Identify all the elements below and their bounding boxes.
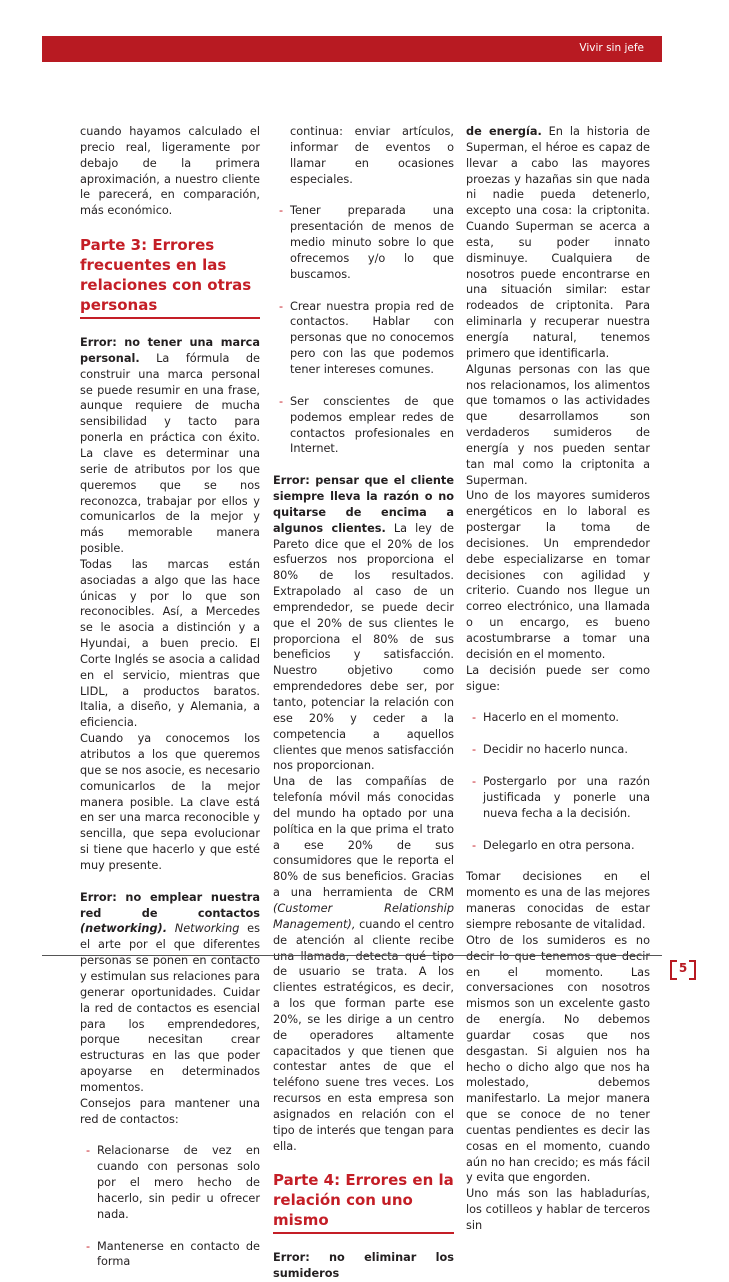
list-item: - Hacerlo en el momento. bbox=[472, 711, 620, 725]
header-bar bbox=[42, 36, 662, 62]
paragraph: Error: pensar que el cliente siempre lleva la razón o no quitarse de encima a algunos clientes. La ley de Pareto dice que el 20% de los esfuerzos nos proporciona el 80% de los resultados. Extrapolado al caso de un emprendedor, se puede decir que el 20% de sus clientes le proporciona el 80% de sus beneficios y satisfacción. Nuestro objetivo como emprendedores debe ser, por tanto, potenciar la relación con ese 20% y ceder a la competencia a aquellos clientes que menos satisfacción nos proporcionan. bbox=[273, 474, 455, 773]
paragraph: La decisión puede ser como sigue: bbox=[466, 663, 650, 693]
column-2 bbox=[273, 124, 454, 1282]
paragraph: de energía. En la historia de Superman, el héroe es capaz de llevar a cabo las mayores proezas y hazañas sin que nada ni nadie pueda detenerlo, excepto una cosa: la criptonita. Cuando Superman se acerca a esta, su poder innato disminuye. Cualquiera de nosotros puede encontrarse en una situación similar: estar rodeados de criptonita. Para eliminarla y recuperar nuestra energía natural, tenemos primero que identificarla. bbox=[466, 125, 651, 360]
paragraph bbox=[273, 1250, 454, 1282]
paragraph: Tomar decisiones en el momento es una de las mejores maneras conocidas de estar siempre rebosante de vitalidad. bbox=[466, 870, 650, 931]
footer-rule bbox=[42, 955, 662, 956]
list-item: - Tener preparada una presentación de menos de medio minuto sobre lo que ofrecemos y/o lo que buscamos. bbox=[279, 204, 454, 281]
list-item: continua: enviar artículos, informar de eventos o llamar en ocasiones especiales. bbox=[290, 125, 454, 186]
list-item: - Ser conscientes de que podemos emplear redes de contactos profesionales en Internet. bbox=[279, 394, 454, 456]
paragraph: Uno de los mayores sumideros energéticos en lo laboral es postergar la toma de decisiones. Un emprendedor debe especializarse en tomar decisiones con agilidad y criterio. Cuando nos llegue un correo electrónico, una llamada o un encargo, es bueno acostumbrarse a tomar una decisión en el momento. bbox=[466, 489, 650, 661]
paragraph: Otro de los sumideros es no decir lo que tenemos que decir en el momento. Las conversaciones con nosotros mismos son un excelente gasto de energía. No debemos guardar cosas que nos desgastan. Si alguien nos ha hecho o dicho algo que nos ha molestado, debemos manifestarlo. La mejor manera que se conoce de no tener cuentas pendientes es decir las cosas en el momento, cuando aún no han crecido; es más fácil y evita que engorden. bbox=[466, 933, 650, 1185]
section-title: Vivir sin jefe bbox=[579, 42, 644, 54]
paragraph: Cuando ya conocemos los atributos a los que queremos que se nos asocie, es necesario comunicarlos de la mejor manera posible. La clave está en ser una marca reconocible y sencilla, que sepa evolucionar si tiene que hacerlo y que esté muy presente. bbox=[80, 732, 260, 872]
section-heading-parte-3: Parte 3: Errores frecuentes en las relaciones con otras personas bbox=[80, 235, 260, 319]
paragraph: Todas las marcas están asociadas a algo que las hace únicas y por lo que son reconocibles. Así, a Mercedes se le asocia a distinción y a Hyundai, a buen precio. El Corte Inglés se asocia a calidad en el servicio, mientras que LIDL, a productos baratos. Italia, a diseño, y Alemania, a eficiencia. bbox=[80, 557, 260, 730]
bullet-list bbox=[80, 1143, 260, 1270]
paragraph: cuando hayamos calculado el precio real, ligeramente por debajo de la primera aproximación, a nuestro cliente le parecerá, en comparación, más económico. bbox=[80, 125, 260, 218]
list-item: - Delegarlo en otra persona. bbox=[472, 838, 635, 852]
paragraph: Uno más son las habladurías, los cotilleos y hablar de terceros sin bbox=[466, 1187, 650, 1232]
paragraph: Consejos para mantener una red de contactos: bbox=[80, 1096, 260, 1126]
list-item: - Postergarlo por una razón justificada y ponerle una nueva fecha a la decisión. bbox=[472, 775, 650, 820]
error-title: Error: no emplear nuestra red de contactos bbox=[80, 890, 260, 920]
error-title: Error: no eliminar los sumideros bbox=[273, 1251, 454, 1281]
section-heading-parte-4: Parte 4: Errores en la relación con uno mismo bbox=[273, 1170, 454, 1234]
list-item: - Crear nuestra propia red de contactos. Hablar con personas que no conocemos pero con las que podemos tener intereses comunes. bbox=[279, 299, 454, 376]
list-item: - Mantenerse en contacto de forma bbox=[86, 1239, 260, 1269]
list-item: - Relacionarse de vez en cuando con personas solo por el mero hecho de hacerlo, sin pedir u ofrecer nada. bbox=[86, 1144, 260, 1221]
error-title: Error: no tener una marca personal. bbox=[80, 336, 260, 365]
list-item: - Decidir no hacerlo nunca. bbox=[472, 743, 628, 757]
paragraph: Algunas personas con las que nos relacionamos, los alimentos que tomamos o las actividades que desarrollamos son verdaderos sumideros de energía y nos pueden sentar tan mal como la criptonita a Superman. bbox=[466, 362, 650, 487]
column-1 bbox=[80, 124, 260, 1270]
bullet-list bbox=[273, 124, 454, 457]
paragraph: Una de las compañías de telefonía móvil más conocidas del mundo ha optado por una política en la que prima el trato a ese 20% de sus consumidores que le reporta el 80% de sus beneficios. Gracias a una herramienta de CRM (Customer Relationship Management), cuando el centro de atención al cliente recibe una llamada, detecta qué tipo de usuario se trata. A los clientes estratégicos, es decir, a los que forman parte ese 20%, se les dirige a un centro de operadores altamente capacitados y que tienen que contestar antes de que el teléfono suene tres veces. Los recursos en esta empresa son asignados en relación con el tipo de interés que tengan para ella. bbox=[273, 775, 455, 1153]
column-3 bbox=[466, 124, 650, 1234]
paragraph: Error: no emplear nuestra red de contactos (networking). Networking es el arte por el que diferentes personas se ponen en contacto y estimulan sus relaciones para generar oportunidades. Cuidar la red de contactos es esencial para los emprendedores, porque necesitan crear estructuras en las que poder apoyarse en determinados momentos. bbox=[80, 890, 260, 1094]
paragraph: Error: no tener una marca personal. La fórmula de construir una marca personal se puede resumir en una frase, aunque requiere de mucha sensibilidad y tacto para ponerla en práctica con éxito. La clave es determinar una serie de atributos por los que queremos que se nos reconozca, trabajar por ellos y comunicarlos de la mejor y más memorable manera posible. bbox=[80, 336, 260, 556]
bullet-list bbox=[466, 710, 650, 853]
page-number: 5 bbox=[670, 958, 696, 978]
error-title: Error: pensar que el cliente siempre lleva la razón o no quitarse de encima a algunos clientes. bbox=[273, 474, 454, 535]
